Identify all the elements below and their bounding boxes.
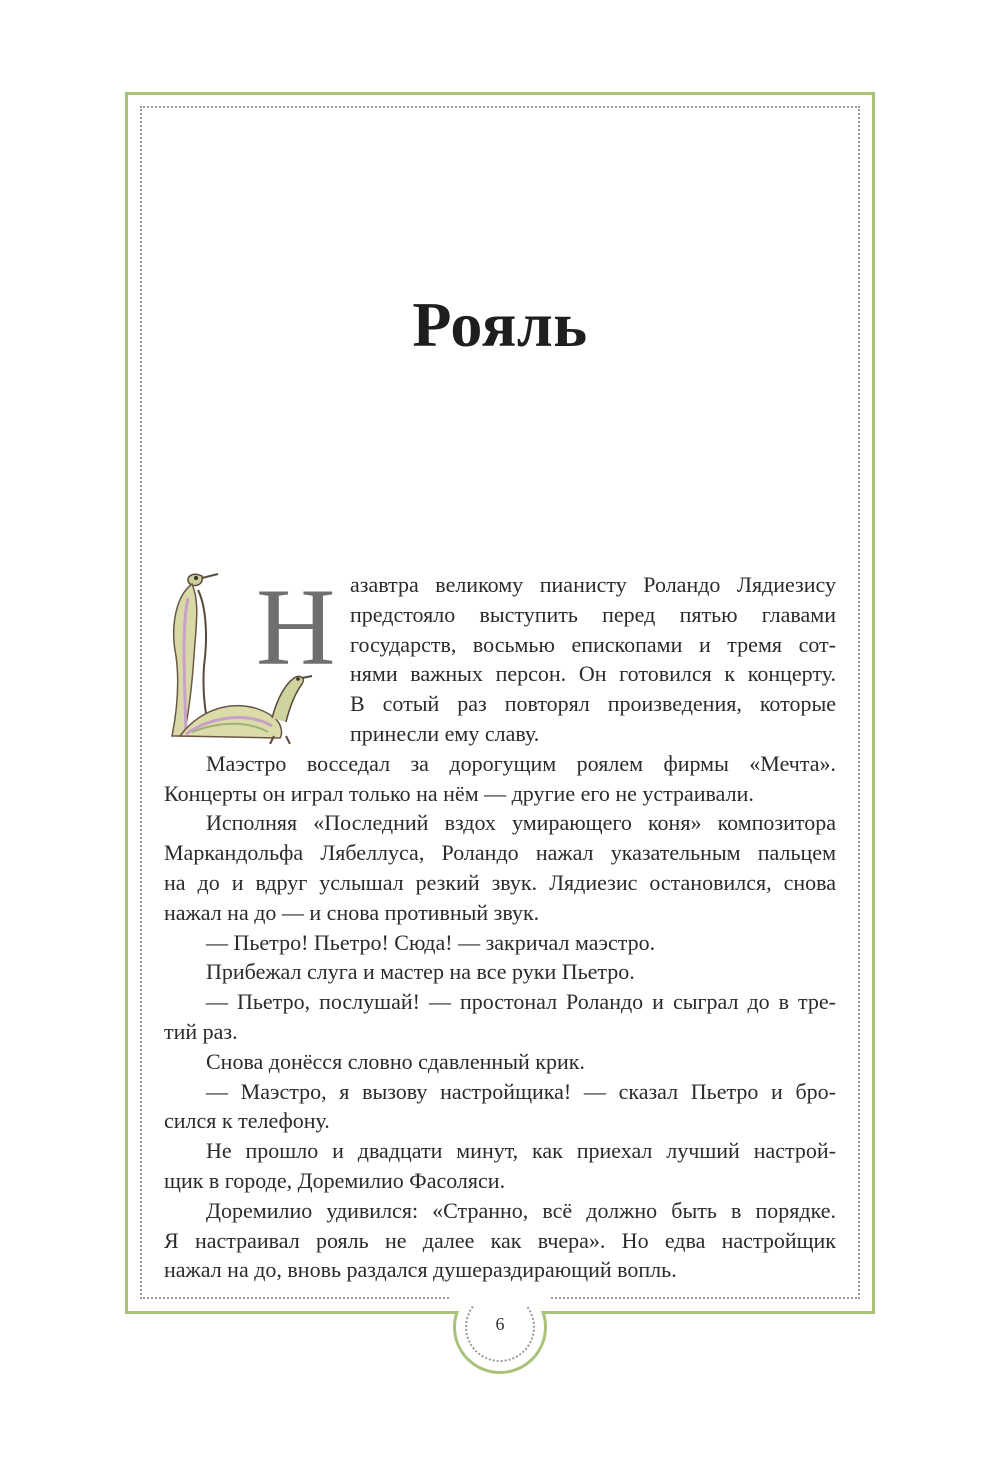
text-line: принесли ему славу. [350,720,540,746]
text-line: предстояло выступить перед пятью главами [350,601,836,627]
text-line: В сотый раз повторял произведения, которые [350,691,836,717]
text-line: Не прошло и двадцати минут, как приехал лучший настрой- [206,1138,836,1164]
text-line: — Пьетро! Пьетро! Сюда! — закричал маэстро. [206,929,656,955]
text-line: государств, восьмью епископами и тремя сот- [350,631,836,657]
text-line: Маэстро восседал за дорогущим роялем фирмы «Мечта». [206,750,836,776]
text-line: — Пьетро, послушай! — простонал Роландо и сыграл до в тре- [206,989,836,1015]
text-line: Концерты он играл только на нём — другие его не устраивали. [164,780,754,806]
text-line: Доремилио удивился: «Странно, всё должно быть в порядке. [206,1197,836,1223]
text-line: Исполняя «Последний вздох умирающего коня» композитора [206,810,836,836]
text-line: сился к телефону. [164,1108,330,1134]
text-line: нями важных персон. Он готовился к концерту. [350,661,836,687]
text-line: азавтра великому пианисту Роландо Лядиезису [350,572,836,597]
text-line: Я настраивал рояль не далее как вчера». Но едва настройщик [164,1227,836,1253]
drop-cap-letter: Н [256,566,336,688]
text-line: Маркандольфа Лябеллуса, Роландо нажал указательным пальцем [164,840,836,866]
page-number: 6 [495,1314,505,1334]
text-line: нажал на до, вновь раздался душераздирающий вопль. [164,1257,677,1283]
text-line: на до и вдруг услышал резкий звук. Лядиезис остановился, снова [164,869,836,895]
chapter-title: Рояль [412,289,588,360]
text-line: Снова донёсся словно сдавленный крик. [206,1048,585,1074]
text-line: — Маэстро, я вызову настройщика! — сказал Пьетро и бро- [206,1078,836,1104]
text-line: щик в городе, Доремилио Фасоляси. [164,1167,506,1193]
text-line: Прибежал слуга и мастер на все руки Пьетро. [206,959,635,985]
chapter-body [164,570,836,1285]
text-line: тий раз. [164,1018,238,1044]
text-line: нажал на до — и снова противный звук. [164,899,540,925]
